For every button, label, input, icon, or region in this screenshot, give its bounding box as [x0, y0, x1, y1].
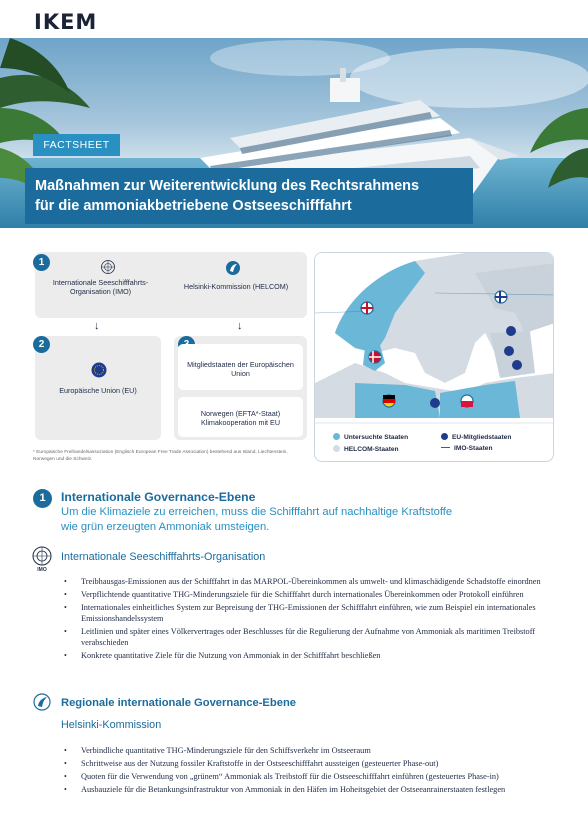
helcom-heading: Helsinki-Kommission: [61, 719, 162, 731]
legend-studied: [333, 433, 408, 441]
legend-imo-label: IMO-Staaten: [454, 445, 493, 452]
governance-diagram: [33, 252, 308, 444]
list-item: • Verbindliche quantitative THG-Minderungsziele für den Schiffsverkehr im Ostseeraum: [56, 745, 561, 756]
list-item: • Leitlinien und später eines Völkervertrages oder Beschlusses für die Regulierung der Aufnahme von Ammoniak als maritimen Treibstoff verabschieden: [56, 626, 561, 648]
list-item: • Schrittweise aus der Nutzung fossiler Kraftstoffe in der Ostseeschifffahrt aussteigen (gesteuerter Phase-out): [56, 758, 561, 769]
helcom-label: Helsinki-Kommission (HELCOM): [183, 282, 289, 291]
list-item: • Treibhausgas-Emissionen aus der Schifffahrt in das MARPOL-Übereinkommen als umwelt- und klimaschädigende Schadstoffe einordnen: [56, 576, 561, 587]
legend-eu-label: EU-Mitgliedstaaten: [452, 434, 512, 441]
title-line-1: Maßnahmen zur Weiterentwicklung des Rechtsrahmens: [35, 178, 420, 194]
legend-helcom-label: HELCOM-Staaten: [344, 446, 399, 453]
map-graphic: [315, 253, 554, 462]
list-item: • Ausbauziele für die Betankungsinfrastruktur von Ammoniak in den Häfen im Hoheitsgebiet der Ostseeanrainerstaaten festlegen: [56, 784, 561, 795]
helcom-swatch-icon: [333, 445, 340, 452]
imo-heading: Internationale Seeschifffahrts-Organisation: [61, 551, 266, 563]
imo-logo-icon: [100, 260, 116, 276]
level-2-number: 2: [33, 336, 50, 353]
title-line-2: für die ammoniakbetriebene Ostseeschifffahrt: [35, 198, 352, 214]
helcom-bullet-list: [56, 745, 561, 797]
regional-heading: Regionale internationale Governance-Ebene: [61, 697, 296, 709]
page-title: [25, 168, 473, 224]
norway-label: Norwegen (EFTA*-Staat) Klimakooperation mit EU: [200, 409, 281, 427]
legend-studied-label: Untersuchte Staaten: [344, 434, 409, 441]
imo-label: Internationale Seeschifffahrts-Organisation (IMO): [52, 278, 149, 296]
imo-logo-icon: [31, 546, 53, 572]
list-item: • Internationales einheitliches System zur Bepreisung der THG-Emissionen der Schifffahrt einführen, wie zum Beispiel ein internationales Emissionshandelssystem: [56, 602, 561, 624]
arrow-down-icon: ↓: [94, 320, 100, 332]
imo-bullet-list: [56, 576, 561, 663]
eu-flag-icon: [91, 362, 107, 378]
imo-line-icon: [441, 447, 450, 448]
section-1-title: Internationale Governance-Ebene: [61, 490, 256, 504]
legend-imo: [441, 445, 492, 452]
helcom-logo-icon: [225, 260, 241, 276]
legend-eu: [441, 433, 511, 441]
baltic-map: [314, 252, 554, 462]
arrow-down-icon: ↓: [237, 320, 243, 332]
eu-label: Europäische Union (EU): [59, 386, 137, 395]
section-1-number: 1: [33, 489, 52, 508]
factsheet-badge: FACTSHEET: [33, 134, 120, 156]
eu-swatch-icon: [441, 433, 448, 440]
list-item: • Verpflichtende quantitative THG-Minderungsziele für die Schifffahrt durch internationales Übereinkommen oder Protokoll einführen: [56, 589, 561, 600]
studied-swatch-icon: [333, 433, 340, 440]
helcom-logo-icon: [33, 693, 51, 711]
level-1-number: 1: [33, 254, 50, 271]
list-item: • Konkrete quantitative Ziele für die Nutzung von Ammoniak in der Schifffahrt beschließen: [56, 650, 561, 661]
section-1-intro: Um die Klimaziele zu erreichen, muss die Schifffahrt auf nachhaltige Kraftstoffe wie grün erzeugten Ammoniak umsteigen.: [61, 506, 453, 533]
legend-helcom: [333, 445, 399, 453]
eu-members-label: Mitgliedstaaten der Europäischen Union: [187, 360, 294, 378]
list-item: • Quoten für die Verwendung von „grünem“ Ammoniak als Treibstoff für die Ostseeschifffahrt einführen (gesteuertes Phase-in): [56, 771, 561, 782]
ikem-logo: IKEM: [34, 10, 98, 34]
imo-icon-text: IMO: [37, 567, 47, 572]
footnote: * Europäische Freihandelsassoziation (Englisch European Free Trade Association) bestehend aus Island, Liechtenstein, Norwegen und die Schweiz.: [33, 450, 288, 462]
